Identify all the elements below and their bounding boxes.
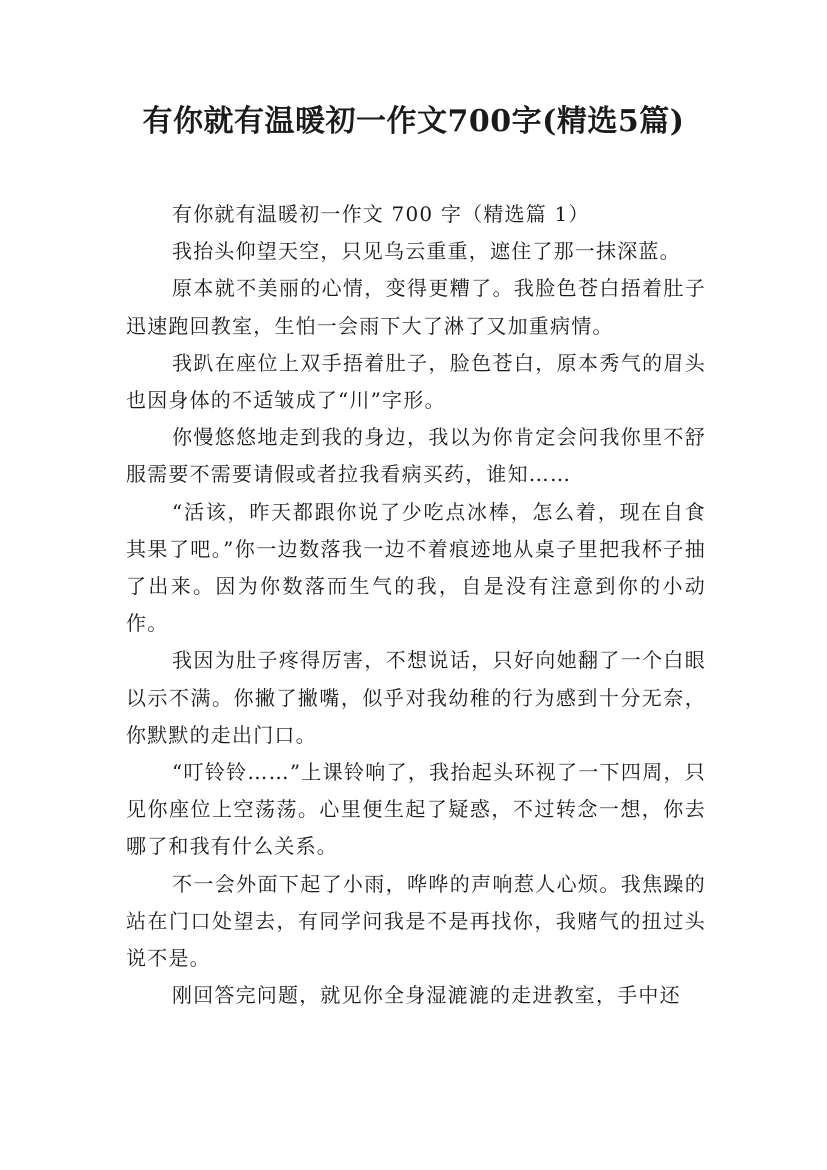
- paragraph: 原本就不美丽的心情，变得更糟了。我脸色苍白捂着肚子迅速跑回教室，生怕一会雨下大了淋了又加重病情。: [126, 276, 706, 338]
- paragraph: 刚回答完问题，就见你全身湿漉漉的走进教室，手中还: [172, 983, 681, 1008]
- paragraph: 我因为肚子疼得厉害，不想说话，只好向她翻了一个白眼以示不满。你撇了撇嘴，似乎对我幼稚的行为感到十分无奈，你默默的走出门口。: [126, 648, 706, 747]
- paragraph: 不一会外面下起了小雨，哗哗的声响惹人心烦。我焦躁的站在门口处望去，有同学问我是不是再找你，我赌气的扭过头说不是。: [126, 871, 706, 971]
- paragraph: 我趴在座位上双手捂着肚子，脸色苍白，原本秀气的眉头也因身体的不适皱成了“川”字形。: [126, 350, 706, 413]
- section-heading: 有你就有温暖初一作文 700 字（精选篇 1）: [172, 202, 590, 226]
- document-body: [126, 196, 706, 1014]
- paragraph: “叮铃铃……”上课铃响了，我抬起头环视了一下四周，只见你座位上空荡荡。心里便生起了疑惑，不过转念一想，你去哪了和我有什么关系。: [126, 760, 706, 859]
- paragraph: 你慢悠悠地走到我的身边，我以为你肯定会问我你里不舒服需要不需要请假或者拉我看病买药，谁知……: [126, 425, 706, 487]
- document-title: 有你就有温暖初一作文700字(精选5篇): [142, 104, 685, 139]
- paragraph: “活该，昨天都跟你说了少吃点冰棒，怎么着，现在自食其果了吧。”你一边数落我一边不着痕迹地从桌子里把我杯子抽了出来。因为你数落而生气的我，自是没有注意到你的小动作。: [126, 499, 706, 636]
- paragraph: 我抬头仰望天空，只见乌云重重，遮住了那一抹深蓝。: [172, 239, 681, 264]
